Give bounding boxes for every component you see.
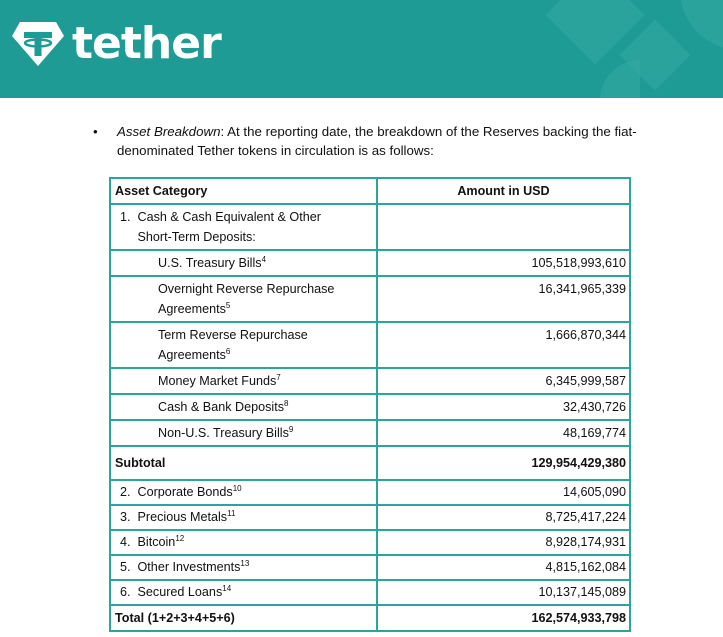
row-amount: 4,815,162,084 bbox=[377, 555, 630, 580]
row-number: 5. bbox=[120, 560, 131, 574]
row-amount: 10,137,145,089 bbox=[377, 580, 630, 605]
header-amount: Amount in USD bbox=[377, 178, 630, 204]
row-label: Precious Metals bbox=[137, 510, 228, 524]
row-label-cell bbox=[110, 555, 377, 580]
row-label: Other Investments bbox=[137, 560, 241, 574]
footnote-ref: 8 bbox=[284, 398, 289, 408]
footnote-ref: 4 bbox=[261, 254, 267, 264]
row-label: Cash & Bank Deposits bbox=[158, 400, 284, 414]
row-label-cell bbox=[110, 250, 377, 276]
row-amount: 8,928,174,931 bbox=[377, 530, 630, 555]
row-label-cell bbox=[110, 276, 377, 322]
reserves-table bbox=[109, 177, 631, 632]
row-label-cell bbox=[110, 530, 377, 555]
intro-text: : At the reporting date, the breakdown of the Reserves backing the fiat-denominated Tether tokens in circulation is as follows: bbox=[117, 124, 637, 158]
tether-logo[interactable] bbox=[10, 16, 221, 72]
row-number: 1. bbox=[120, 210, 131, 224]
table-row bbox=[110, 555, 630, 580]
footnote-ref: 11 bbox=[227, 508, 236, 518]
row-number: 3. bbox=[120, 510, 131, 524]
row-label: Corporate Bonds bbox=[137, 485, 233, 499]
table-row bbox=[110, 480, 630, 505]
row-amount: 16,341,965,339 bbox=[377, 276, 630, 322]
footnote-ref: 6 bbox=[225, 346, 231, 356]
row-amount: 48,169,774 bbox=[377, 420, 630, 446]
brand-name: tether bbox=[72, 18, 221, 69]
row-label: Term Reverse Repurchase Agreements bbox=[158, 328, 308, 362]
footnote-ref: 9 bbox=[288, 424, 294, 434]
row-label: Cash & Cash Equivalent & Other Short-Term Deposits: bbox=[137, 210, 321, 244]
row-amount: 14,605,090 bbox=[377, 480, 630, 505]
total-amount: 162,574,933,798 bbox=[377, 605, 630, 631]
row-number: 6. bbox=[120, 585, 131, 599]
row-label-cell bbox=[110, 505, 377, 530]
table-row bbox=[110, 276, 630, 322]
table-row bbox=[110, 505, 630, 530]
row-label-cell bbox=[110, 368, 377, 394]
row-number: 4. bbox=[120, 535, 131, 549]
row-label: Overnight Reverse Repurchase Agreements bbox=[158, 282, 335, 316]
row-label-cell bbox=[110, 420, 377, 446]
footnote-ref: 14 bbox=[222, 583, 232, 593]
intro-paragraph bbox=[93, 122, 697, 160]
row-amount: 1,666,870,344 bbox=[377, 322, 630, 368]
intro-heading: Asset Breakdown bbox=[117, 124, 221, 139]
table-row bbox=[110, 394, 630, 420]
row-amount: 32,430,726 bbox=[377, 394, 630, 420]
footnote-ref: 10 bbox=[232, 483, 242, 493]
table-row bbox=[110, 420, 630, 446]
table-row bbox=[110, 368, 630, 394]
total-label: Total (1+2+3+4+5+6) bbox=[110, 605, 377, 631]
banner-decoration bbox=[680, 0, 723, 50]
subtotal-label: Subtotal bbox=[110, 446, 377, 480]
row-amount: 105,518,993,610 bbox=[377, 250, 630, 276]
header-asset-category: Asset Category bbox=[110, 178, 377, 204]
header-banner bbox=[0, 0, 723, 98]
footnote-ref: 5 bbox=[225, 300, 231, 310]
tether-diamond-icon bbox=[10, 16, 66, 72]
table-row bbox=[110, 580, 630, 605]
row-amount: 8,725,417,224 bbox=[377, 505, 630, 530]
total-row bbox=[110, 605, 630, 631]
banner-decoration bbox=[600, 60, 640, 98]
other-assets bbox=[110, 480, 630, 605]
row-number: 2. bbox=[120, 485, 131, 499]
row-label-cell bbox=[110, 580, 377, 605]
footnote-ref: 12 bbox=[175, 533, 185, 543]
row-amount: 6,345,999,587 bbox=[377, 368, 630, 394]
subtotal-row bbox=[110, 446, 630, 480]
table-row bbox=[110, 530, 630, 555]
bullet-glyph: • bbox=[93, 124, 98, 139]
table-row bbox=[110, 250, 630, 276]
footnote-ref: 13 bbox=[240, 558, 250, 568]
row-label: Non-U.S. Treasury Bills bbox=[158, 426, 289, 440]
row-label: Money Market Funds bbox=[158, 374, 277, 388]
footnote-ref: 7 bbox=[276, 372, 281, 382]
group1-items bbox=[110, 250, 630, 446]
row-label: U.S. Treasury Bills bbox=[158, 256, 262, 270]
row-label-cell bbox=[110, 322, 377, 368]
row-label: Bitcoin bbox=[137, 535, 176, 549]
row-label-cell bbox=[110, 480, 377, 505]
row-label-cell bbox=[110, 394, 377, 420]
group1-label bbox=[110, 204, 377, 250]
table-header-row bbox=[110, 178, 630, 204]
subtotal-amount: 129,954,429,380 bbox=[377, 446, 630, 480]
row-label: Secured Loans bbox=[137, 585, 223, 599]
table-row bbox=[110, 322, 630, 368]
group1-amount bbox=[377, 204, 630, 250]
table-row bbox=[110, 204, 630, 250]
